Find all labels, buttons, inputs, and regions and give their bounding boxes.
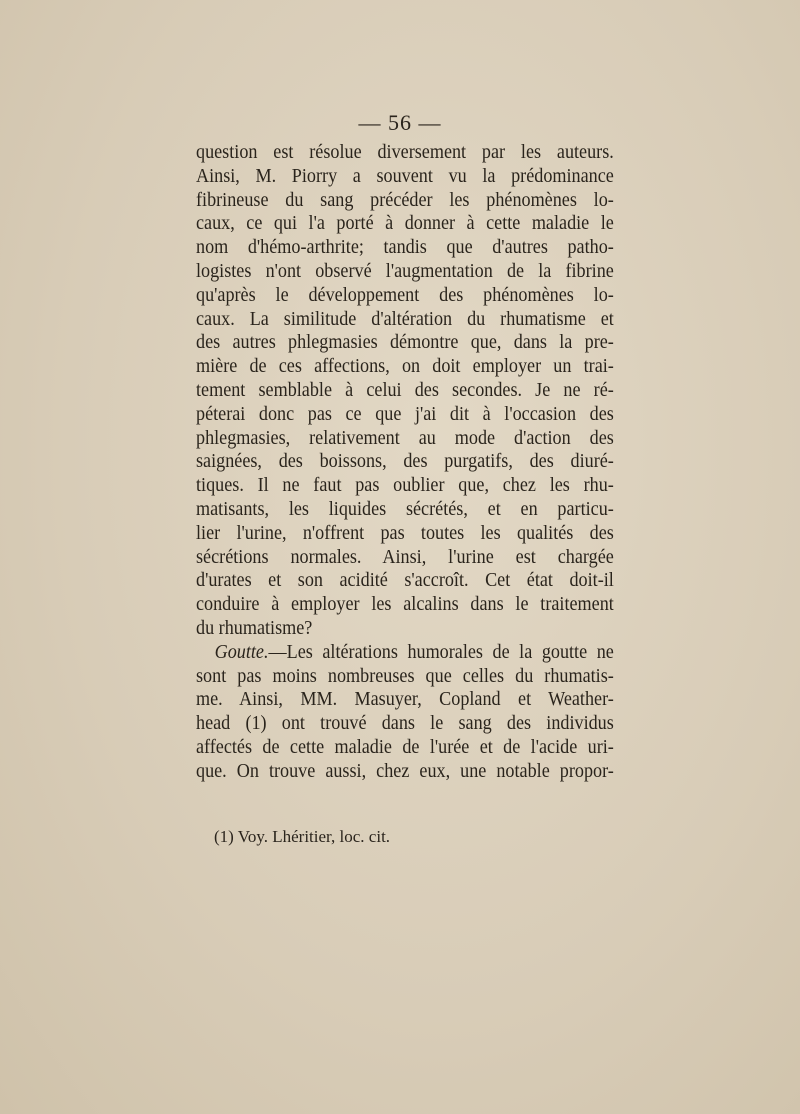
- text-line: mière de ces affections, on doit employer un trai-: [196, 356, 614, 378]
- paragraph-first-line: [196, 641, 614, 665]
- page-number: — 56 —: [358, 110, 442, 135]
- text-line: tement semblable à celui des secondes. Je ne ré-: [196, 379, 614, 401]
- text-line: logistes n'ont observé l'augmentation de la fibrine: [196, 260, 614, 282]
- text-line: caux, ce qui l'a porté à donner à cette maladie le: [196, 213, 614, 235]
- body-text: [196, 141, 612, 784]
- text-line: head (1) ont trouvé dans le sang des individus: [196, 713, 614, 735]
- text-line: saignées, des boissons, des purgatifs, des diuré-: [196, 451, 614, 473]
- text-line: que. On trouve aussi, chez eux, une notable propor-: [196, 760, 614, 782]
- text-line: matisants, les liquides sécrétés, et en particu-: [196, 498, 614, 520]
- text-line: conduire à employer les alcalins dans le traitement: [196, 594, 614, 616]
- text-line: sont pas moins nombreuses que celles du rhumatis-: [196, 665, 614, 687]
- footnote: (1) Voy. Lhéritier, loc. cit.: [214, 827, 391, 846]
- text-line: qu'après le développement des phénomènes lo-: [196, 284, 614, 306]
- text-line: du rhumatisme?: [196, 617, 313, 639]
- text-line: péterai donc pas ce que j'ai dit à l'occasion des: [196, 403, 614, 425]
- text-line: phlegmasies, relativement au mode d'action des: [196, 427, 614, 449]
- text-line: fibrineuse du sang précéder les phénomènes lo-: [196, 189, 614, 211]
- text-line: caux. La similitude d'altération du rhumatisme et: [196, 308, 614, 330]
- text-line: des autres phlegmasies démontre que, dans la pre-: [196, 332, 614, 354]
- text-line: nom d'hémo-arthrite; tandis que d'autres patho-: [196, 237, 614, 259]
- text-line: sécrétions normales. Ainsi, l'urine est chargée: [196, 546, 614, 568]
- text-line: lier l'urine, n'offrent pas toutes les qualités des: [196, 522, 614, 544]
- text-line: question est résolue diversement par les auteurs.: [196, 142, 614, 163]
- text-line: tiques. Il ne faut pas oublier que, chez les rhu-: [196, 475, 614, 497]
- text-line: Ainsi, M. Piorry a souvent vu la prédominance: [196, 165, 614, 187]
- paragraph-first-line-text: —Les altérations humorales de la goutte ne: [268, 641, 614, 663]
- text-line: affectés de cette maladie de l'urée et de l'acide uri-: [196, 736, 614, 758]
- text-line: me. Ainsi, MM. Masuyer, Copland et Weather-: [196, 689, 614, 711]
- text-line: d'urates et son acidité s'accroît. Cet état doit-il: [196, 570, 614, 592]
- paragraph-heading: Goutte.: [214, 641, 269, 663]
